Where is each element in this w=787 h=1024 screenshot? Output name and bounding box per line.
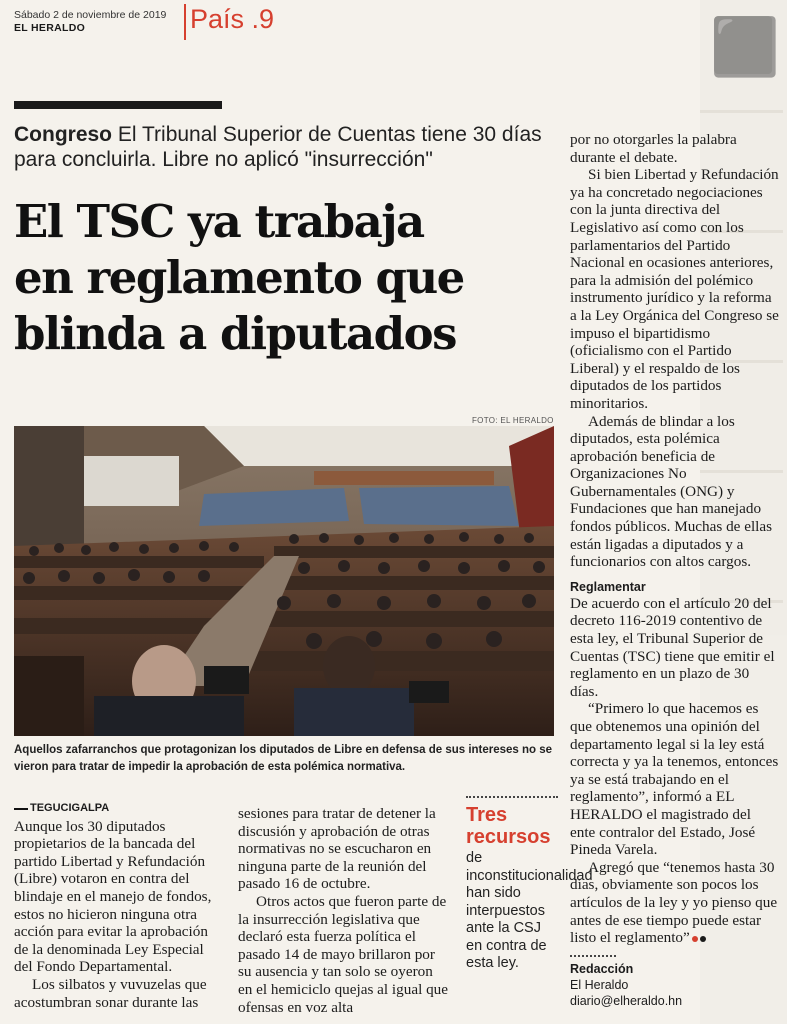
subhead: Reglamentar <box>570 579 646 594</box>
end-mark-dot <box>700 936 706 942</box>
sidebar-text: de inconstitucionalidad han sido interpuestos ante la CSJ en contra de esta ley. <box>466 850 593 971</box>
photo-caption: Aquellos zafarranchos que protagonizan los diputados de Libre en defensa de sus intereses no se vieron para tratar de impedir la aprobación de esta polémica normativa. <box>14 744 553 773</box>
sidebar-divider <box>466 796 558 798</box>
paragraph: Si bien Libertad y Refundación ya ha concretado negociaciones con la junta directiva del Legislativo así como con los parlamentarios del Partido Nacional en ocasiones anteriores, para la admisión del polémico instrumento jurídico y la reforma a la Ley Orgánica del Congreso se impuso el bipartidismo (oficialismo con el Partido Liberal) y el respaldo de los diputados de los partidos minoritarios. <box>570 166 779 412</box>
paragraph: por no otorgarles la palabra durante el debate. <box>570 131 737 166</box>
photo-credit: FOTO: EL HERALDO <box>472 416 554 425</box>
paragraph: Además de blindar a los diputados, esta polémica aprobación beneficia de Organizaciones No Gubernamentales (ONG) y Fundaciones que han manejado fondos públicos. Muchas de ellas están ligadas a diputados y a funcionarios con altos cargos. <box>570 412 773 571</box>
kicker-text: El Tribunal Superior de Cuentas tiene 30 días para concluirla. Libre no aplicó "insurrección" <box>14 123 542 171</box>
section-title: País .9 <box>190 4 275 34</box>
congress-photo <box>14 426 554 736</box>
congress-photo-illustration <box>14 426 554 736</box>
headline-line-3: blinda a diputados <box>14 307 456 360</box>
dateline-dash <box>14 808 28 810</box>
headline <box>14 194 564 362</box>
paragraph: De acuerdo con el artículo 20 del decreto 116-2019 contentivo de esta ley, el Tribunal Superior de Cuentas (TSC) tiene que emitir el reglamento en un plazo de 30 días. <box>570 594 775 700</box>
sidebar-title-line-2: recursos <box>466 826 551 848</box>
signature-label: Redacción <box>570 961 634 976</box>
kicker-label: Congreso <box>14 123 113 146</box>
kicker <box>14 122 559 172</box>
headline-line-1: El TSC ya trabaja <box>14 195 424 248</box>
signature <box>570 955 780 1009</box>
article-column-1 <box>14 800 226 1011</box>
paragraph: Aunque los 30 diputados propietarios de la bancada del partido Libertad y Refundación (Libre) votaron en contra del blindaje en el manejo de fondos, estos no hicieron ninguna otra acción para evitar la aprobación de la denominada Ley Especial del Fondo Departamental. <box>14 817 212 976</box>
paragraph-final-text: Agregó que “tenemos hasta 30 días, obviamente son pocos los artículos de la ley y yo pienso que antes de ese tiempo puede estar listo el reglamento” <box>570 858 778 947</box>
paragraph: sesiones para tratar de detener la discusión y aprobación de otras normativas no se escucharon en ninguna parte de la reunión del pasado 16 de octubre. <box>238 805 436 893</box>
headline-line-2: en reglamento que <box>14 251 464 304</box>
paragraph: Los silbatos y vuvuzelas que acostumbran sonar durante las <box>14 975 207 1011</box>
paragraph: Otros actos que fueron parte de la insurrección legislativa que declaró esta fuerza política el pasado 14 de mayo brillaron por su ausencia y tan solo se oyeron en el hemiciclo quejas al igual que ofensas en voz alta <box>238 892 449 1016</box>
sidebar-box <box>466 796 593 973</box>
header-rule <box>14 101 222 109</box>
section-bar <box>184 4 186 40</box>
article-column-3 <box>570 131 780 1009</box>
sidebar-title-line-1: Tres <box>466 804 508 826</box>
sidebar-title <box>466 804 558 848</box>
paragraph-final <box>570 859 780 947</box>
dateline-text: TEGUCIGALPA <box>30 802 110 814</box>
dateline <box>14 800 226 818</box>
signature-divider <box>570 955 616 957</box>
signature-email: diario@elheraldo.hn <box>570 993 683 1008</box>
article-column-2 <box>238 805 448 1016</box>
end-mark-dot <box>692 936 698 942</box>
newspaper-name: EL HERALDO <box>14 22 86 34</box>
bleed-rule-1 <box>698 110 783 113</box>
signature-name: El Heraldo <box>570 977 629 992</box>
publication-date: Sábado 2 de noviembre de 2019 <box>14 9 167 21</box>
bleed-glyphs-1: ⬛ <box>710 14 780 80</box>
paragraph: “Primero lo que hacemos es que obtenemos una opinión del departamento legal si la ley está correcta y ya la tenemos, entonces ya se está trabajando en el reglamento”, informó a EL HERALDO el magistrado del ente contralor del Estado, José Pineda Varela. <box>570 700 779 859</box>
